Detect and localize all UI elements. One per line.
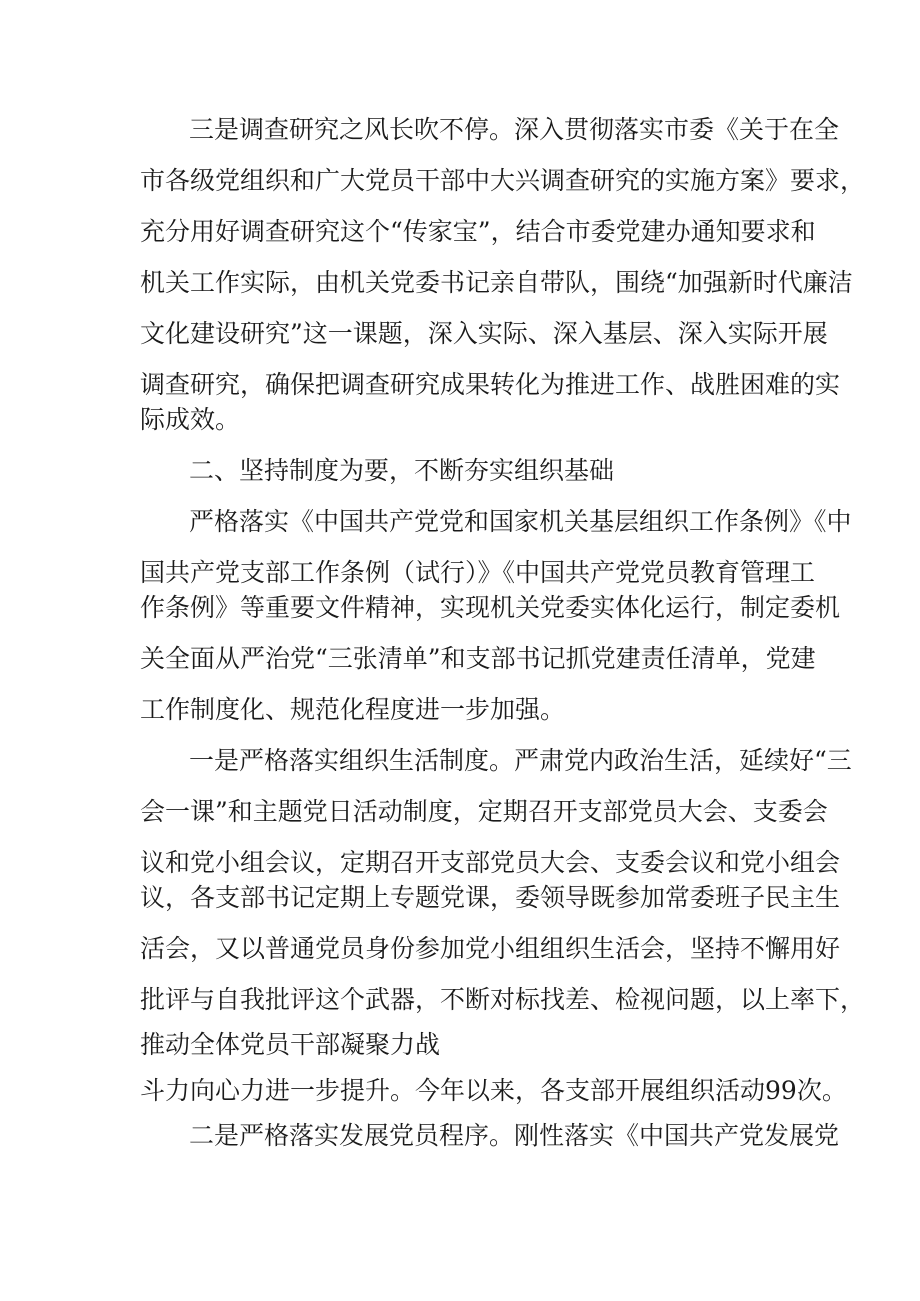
text-line: 二是严格落实发展党员程序。刚性落实《中国共产党发展党 <box>189 1121 840 1150</box>
text-line: 严格落实《中国共产党党和国家机关基层组织工作条例》《中 <box>189 507 852 536</box>
text-line: 推动全体党员干部凝聚力战 <box>140 1030 441 1059</box>
text-line: 工作制度化、规范化程度进一步加强。 <box>140 695 566 724</box>
text-line: 斗力向心力进一步提升。今年以来，各支部开展组织活动99次。 <box>140 1076 847 1105</box>
text-line: 议，各支部书记定期上专题党课，委领导既参加常委班子民主生 <box>140 883 841 912</box>
text-line: 关全面从严治党“三张清单”和支部书记抓党建责任清单，党建 <box>140 644 816 673</box>
text-line: 充分用好调查研究这个“传家宝”，结合市委党建办通知要求和 <box>140 217 816 246</box>
text-line: 会一课”和主题党日活动制度，定期召开支部党员大会、支委会 <box>140 797 828 826</box>
text-line: 活会，又以普通党员身份参加党小组组织生活会，坚持不懈用好 <box>140 934 841 963</box>
text-line: 市各级党组织和广大党员干部中大兴调查研究的实施方案》要求， <box>140 166 866 195</box>
text-line: 三是调查研究之风长吹不停。深入贯彻落实市委《关于在全 <box>189 115 840 144</box>
text-line: 批评与自我批评这个武器，不断对标找差、检视问题，以上率下， <box>140 985 866 1014</box>
section-heading: 二、坚持制度为要，不断夯实组织基础 <box>189 456 615 485</box>
text-line: 作条例》等重要文件精神，实现机关党委实体化运行，制定委机 <box>140 593 841 622</box>
text-line: 际成效。 <box>140 405 241 434</box>
text-line: 国共产党支部工作条例（试行）》《中国共产党党员教育管理工 <box>140 558 816 587</box>
text-line: 机关工作实际，由机关党委书记亲自带队，围绕“加强新时代廉洁 <box>140 268 853 297</box>
text-line: 一是严格落实组织生活制度。严肃党内政治生活，延续好“三 <box>189 746 852 775</box>
text-line: 文化建设研究”这一课题，深入实际、深入基层、深入实际开展 <box>140 319 828 348</box>
text-line: 调查研究，确保把调查研究成果转化为推进工作、战胜困难的实 <box>140 370 841 399</box>
text-line: 议和党小组会议，定期召开支部党员大会、支委会议和党小组会 <box>140 848 841 877</box>
